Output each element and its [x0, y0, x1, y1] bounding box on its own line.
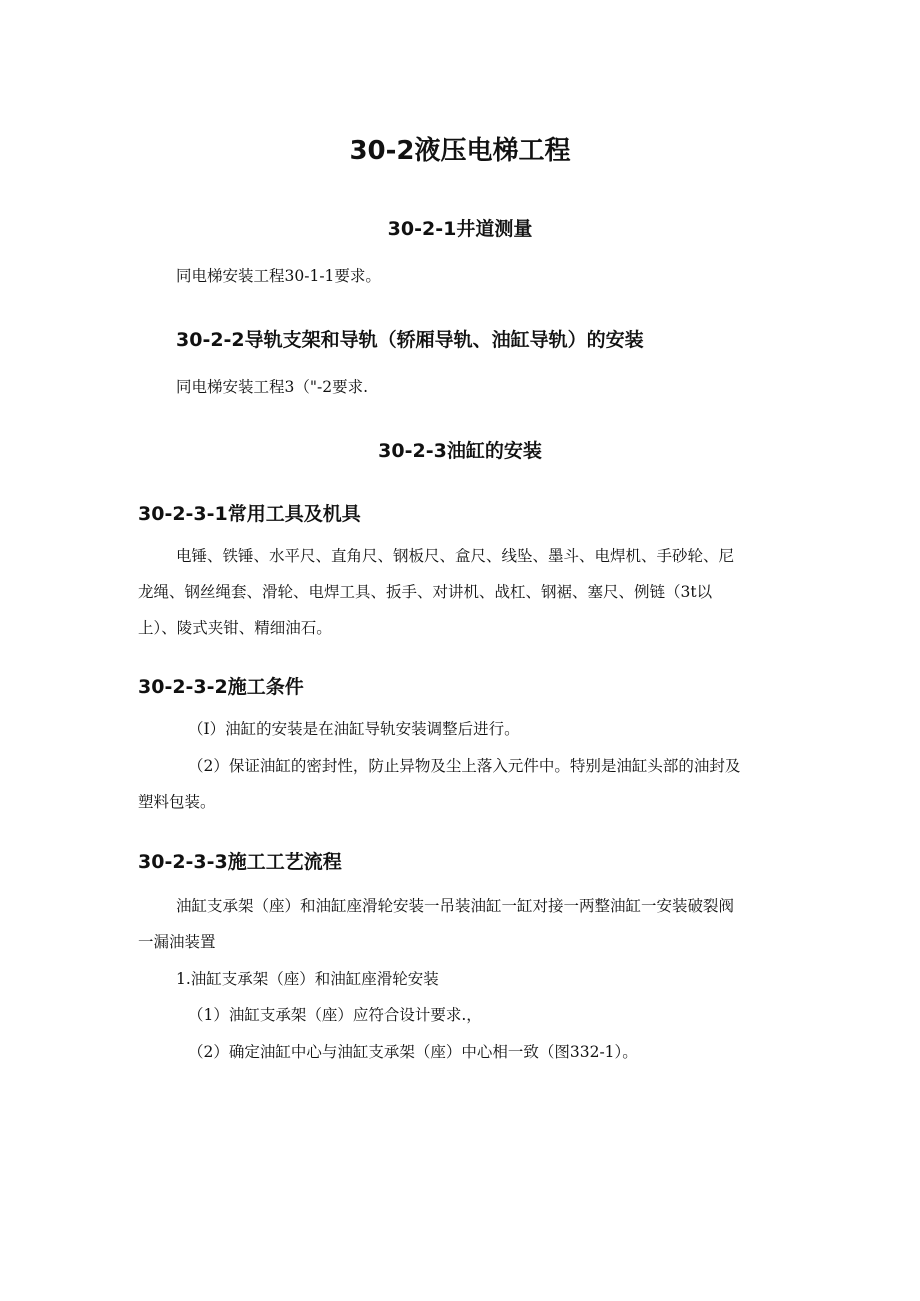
process-step-1: 1.油缸支承架（座）和油缸座滑轮安装 — [176, 970, 439, 988]
conditions-item-1: （I）油缸的安装是在油缸导轨安装调整后进行。 — [188, 720, 520, 738]
tools-text-line-3: 上）、陵式夹钳、精细油石。 — [138, 619, 332, 637]
process-flow-line-1: 油缸支承架（座）和油缸座滑轮安装一吊装油缸一缸对接一两整油缸一安装破裂阀 — [176, 897, 735, 915]
conditions-item-2-line-2: 塑料包装。 — [138, 793, 216, 811]
process-step-1-item-1: （1）油缸支承架（座）应符合设计要求.， — [188, 1006, 482, 1024]
section-heading-guide-rail: 30-2-2导轨支架和导轨（轿厢导轨、油缸导轨）的安装 — [176, 329, 644, 351]
tools-text-line-1: 电锤、铁锤、水平尺、直角尺、钢板尺、盒尺、线坠、墨斗、电焊机、手砂轮、尼 — [176, 547, 735, 565]
tools-text-line-2: 龙绳、钢丝绳套、滑轮、电焊工具、扳手、对讲机、战杠、钢裾、塞尺、例链（3t以 — [138, 583, 713, 601]
subsection-heading-conditions: 30-2-3-2施工条件 — [138, 676, 304, 698]
process-flow-line-2: 一漏油装置 — [138, 933, 216, 951]
section-text-well-survey: 同电梯安装工程30-1-1要求。 — [176, 267, 381, 285]
section-heading-cylinder-install: 30-2-3油缸的安装 — [378, 440, 542, 462]
subsection-heading-process-flow: 30-2-3-3施工工艺流程 — [138, 851, 342, 873]
document-title: 30-2液压电梯工程 — [349, 136, 571, 166]
conditions-item-2-line-1: （2）保证油缸的密封性，防止异物及尘上落入元件中。特别是油缸头部的油封及 — [188, 757, 741, 775]
process-step-1-item-2: （2）确定油缸中心与油缸支承架（座）中心相一致（图332-1）。 — [188, 1043, 638, 1061]
section-text-guide-rail: 同电梯安装工程3（"-2要求. — [176, 378, 369, 396]
subsection-heading-tools: 30-2-3-1常用工具及机具 — [138, 503, 361, 525]
section-heading-well-survey: 30-2-1井道测量 — [387, 218, 533, 240]
